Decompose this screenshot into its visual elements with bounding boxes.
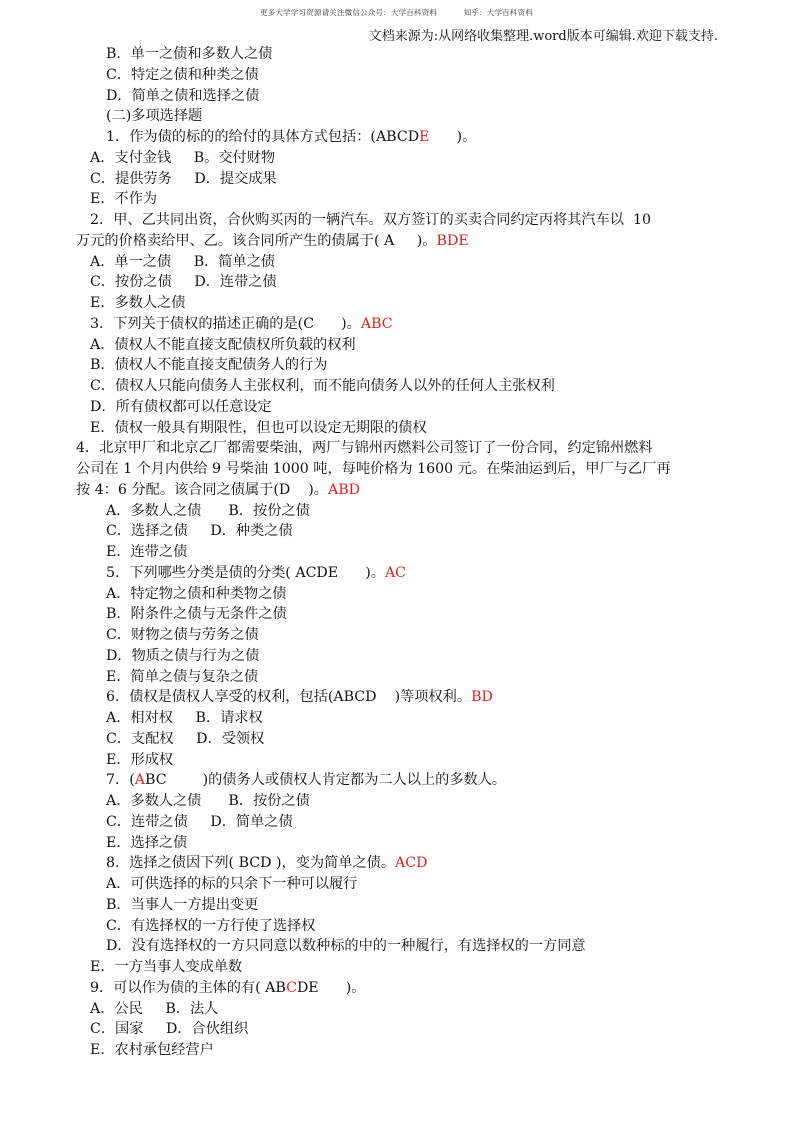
option-line: A．特定物之债和种类物之债 — [106, 586, 287, 602]
option-line: E．农村承包经营户 — [90, 1042, 214, 1058]
question-1: 1．作为债的标的的给付的具体方式包括：(ABCDE )。 — [106, 129, 477, 145]
option-line: B．债权人不能直接支配债务人的行为 — [90, 357, 328, 373]
option-line: C．财物之债与劳务之债 — [106, 627, 259, 643]
answer-mark: ACD — [395, 855, 428, 871]
option-line: D．所有债权都可以任意设定 — [90, 399, 272, 415]
option-line: D．简单之债和选择之债 — [106, 88, 260, 104]
option-line: A．债权人不能直接支配债权所负载的权利 — [90, 337, 356, 353]
option-line: A．多数人之债 B．按份之债 — [106, 503, 310, 519]
answer-mark: ABC — [360, 316, 393, 332]
question-5: 5．下列哪些分类是债的分类( ACDE )。AC — [106, 565, 407, 581]
option-line: D．没有选择权的一方只同意以数种标的中的一种履行，有选择权的一方同意 — [106, 938, 586, 954]
option-line: B．当事人一方提出变更 — [106, 897, 259, 913]
answer-mark: E — [419, 129, 430, 145]
answer-mark: C — [286, 980, 297, 996]
header-zhihu-note: 知乎：大学百科资料 — [463, 8, 533, 17]
option-line: E．不作为 — [90, 191, 158, 207]
option-line: D．物质之债与行为之债 — [106, 648, 260, 664]
option-line: E．多数人之债 — [90, 295, 186, 311]
question-4-cont: 公司在 1 个月内供给 9 号柴油 1000 吨，每吨价格为 1600 元。在柴油运到后，甲厂与乙厂再 — [76, 461, 671, 477]
option-line: B．附条件之债与无条件之债 — [106, 606, 287, 622]
header-wechat-note: 更多大学学习资源请关注微信公众号：大学百科资料 — [259, 8, 438, 17]
option-line: C．债权人只能向债务人主张权利，而不能向债务人以外的任何人主张权利 — [90, 378, 555, 394]
answer-mark: A — [134, 772, 145, 788]
answer-mark: BD — [471, 689, 493, 705]
option-line: E．连带之债 — [106, 544, 188, 560]
section-heading: (二)多项选择题 — [106, 108, 203, 124]
option-line: A．可供选择的标的只余下一种可以履行 — [106, 876, 358, 892]
option-line: C．支配权 D．受领权 — [106, 731, 265, 747]
option-line: E．选择之债 — [106, 835, 188, 851]
question-4: 4．北京甲厂和北京乙厂都需要柴油，两厂与锦州丙燃料公司签订了一份合同，约定锦州燃料 — [76, 440, 653, 456]
option-line: A．支付金钱 B。交付财物 — [90, 150, 276, 166]
option-line: A．公民 B．法人 — [90, 1001, 219, 1017]
option-line: C．连带之债 D．简单之债 — [106, 814, 293, 830]
option-line: E．简单之债与复杂之债 — [106, 669, 259, 685]
question-3: 3．下列关于债权的描述正确的是(C )。ABC — [90, 316, 393, 332]
question-2: 2．甲、乙共同出资，合伙购买丙的一辆汽车。双方签订的买卖合同约定丙将其汽车以 10 — [90, 212, 652, 228]
option-line: E．一方当事人变成单数 — [90, 959, 243, 975]
option-line: E．形成权 — [106, 752, 174, 768]
option-line: C．有选择权的一方行使了选择权 — [106, 918, 316, 934]
option-line: C．选择之债 D．种类之债 — [106, 523, 293, 539]
option-line: A．多数人之债 B．按份之债 — [106, 793, 310, 809]
option-line: C．提供劳务 D．提交成果 — [90, 171, 277, 187]
question-8: 8．选择之债因下列( BCD )，变为简单之债。ACD — [106, 855, 428, 871]
option-line: C．特定之债和种类之债 — [106, 67, 259, 83]
question-7: 7．(ABC )的债务人或债权人肯定都为二人以上的多数人。 — [106, 772, 507, 788]
question-9: 9．可以作为债的主体的有( ABCDE )。 — [90, 980, 366, 996]
answer-mark: BDE — [436, 233, 469, 249]
answer-mark: AC — [384, 565, 407, 581]
page-header — [0, 7, 793, 18]
option-line: A．单一之债 B．简单之债 — [90, 254, 276, 270]
source-note: 文档来源为:从网络收集整理.word版本可编辑.欢迎下载支持. — [368, 29, 718, 44]
option-line: C．按份之债 D．连带之债 — [90, 274, 277, 290]
option-line: A．相对权 B．请求权 — [106, 710, 263, 726]
option-line: B．单一之债和多数人之债 — [106, 46, 273, 62]
question-4-cont: 按 4：6 分配。该合同之债属于(D )。ABD — [76, 482, 361, 498]
answer-mark: ABD — [328, 482, 361, 498]
question-6: 6．债权是债权人享受的权利，包括(ABCD )等项权利。BD — [106, 689, 493, 705]
option-line: C．国家 D．合伙组织 — [90, 1021, 249, 1037]
question-2-cont: 万元的价格卖给甲、乙。该合同所产生的债属于( A )。BDE — [76, 233, 469, 249]
option-line: E．债权一般具有期限性，但也可以设定无期限的债权 — [90, 420, 427, 436]
